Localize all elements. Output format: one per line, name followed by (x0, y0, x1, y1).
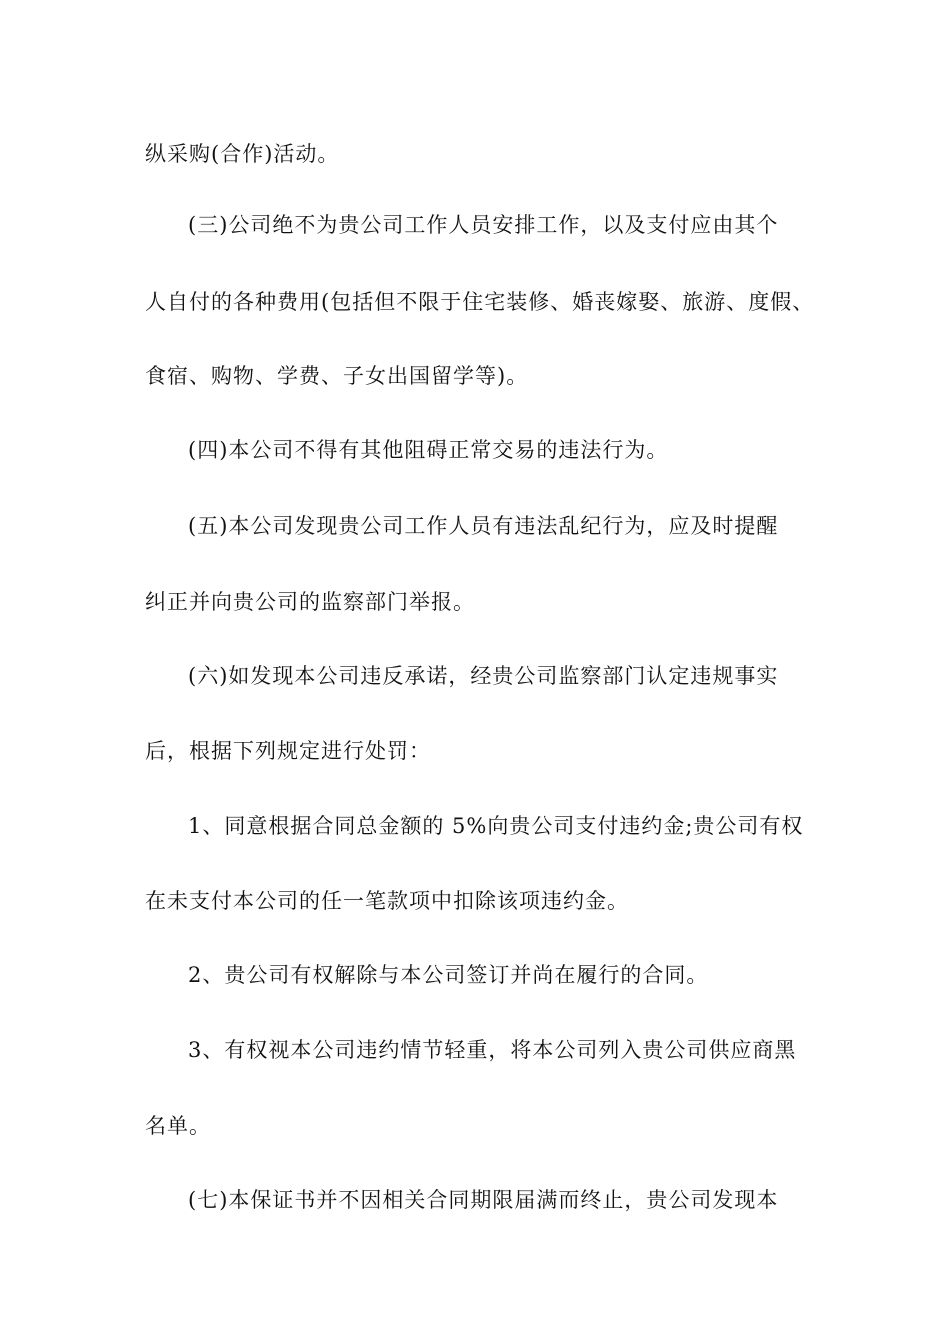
text-line-13: 3、有权视本公司违约情节轻重，将本公司列入贵公司供应商黑 (188, 1038, 797, 1062)
text-line-14: 名单。 (145, 1114, 211, 1138)
text-line-4: 食宿、购物、学费、子女出国留学等)。 (145, 364, 529, 388)
text-line-6: (五)本公司发现贵公司工作人员有违法乱纪行为，应及时提醒 (188, 514, 779, 538)
text-line-15: (七)本保证书并不因相关合同期限届满而终止，贵公司发现本 (188, 1188, 779, 1212)
text-line-3: 人自付的各种费用(包括但不限于住宅装修、婚丧嫁娶、旅游、度假、 (145, 290, 815, 314)
text-line-5: (四)本公司不得有其他阻碍正常交易的违法行为。 (188, 438, 669, 462)
text-line-10: 1、同意根据合同总金额的 5%向贵公司支付违约金;贵公司有权 (188, 814, 804, 838)
text-line-8: (六)如发现本公司违反承诺，经贵公司监察部门认定违规事实 (188, 664, 779, 688)
text-line-1: 纵采购(合作)活动。 (145, 142, 340, 166)
text-line-12: 2、贵公司有权解除与本公司签订并尚在履行的合同。 (188, 963, 709, 987)
text-line-7: 纠正并向贵公司的监察部门举报。 (145, 590, 475, 614)
text-line-9: 后，根据下列规定进行处罚： (145, 739, 431, 763)
text-line-2: (三)公司绝不为贵公司工作人员安排工作，以及支付应由其个 (188, 213, 779, 237)
text-line-11: 在未支付本公司的任一笔款项中扣除该项违约金。 (145, 889, 629, 913)
